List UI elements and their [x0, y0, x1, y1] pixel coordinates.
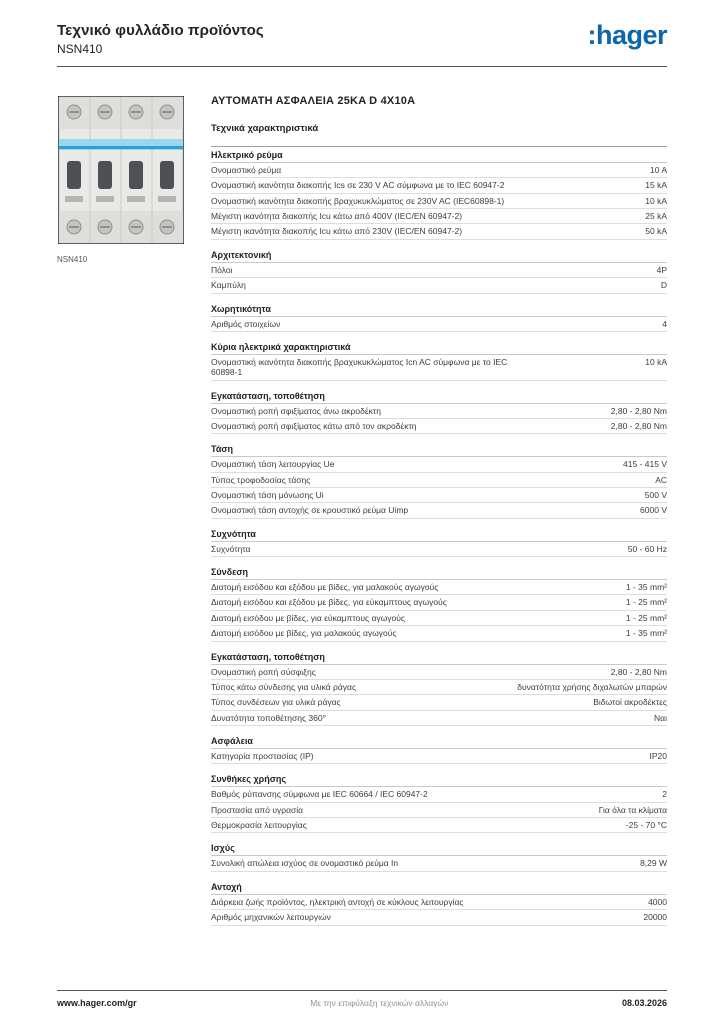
spec-label: Ονομαστική ικανότητα διακοπής Ics σε 230 V AC σύμφωνα με το IEC 60947-2 [211, 180, 505, 191]
section-heading: Συχνότητα [211, 526, 667, 542]
spec-label: Συχνότητα [211, 543, 251, 554]
header-titles [57, 22, 264, 56]
spec-section [211, 879, 667, 926]
spec-section [211, 564, 667, 641]
spec-label: Αριθμός στοιχείων [211, 318, 281, 329]
spec-value: 15 kA [645, 180, 667, 191]
spec-value: 2,80 - 2,80 Nm [610, 405, 667, 416]
spec-value: 6000 V [640, 505, 667, 516]
spec-value: 1 - 25 mm² [625, 612, 667, 623]
section-heading: Συνθήκες χρήσης [211, 771, 667, 787]
spec-value: -25 - 70 °C [625, 820, 667, 831]
spec-value: 50 kA [645, 226, 667, 237]
spec-row [211, 626, 667, 641]
spec-row [211, 910, 667, 925]
spec-value: 4000 [648, 896, 667, 907]
spec-label: Δυνατότητα τοποθέτησης 360° [211, 712, 326, 723]
spec-row [211, 317, 667, 332]
spec-label: Ονομαστική ικανότητα διακοπής βραχυκυκλώματος Icn AC σύμφωνα με το IEC 60898-1 [211, 356, 508, 378]
spec-row [211, 194, 667, 209]
section-heading: Αντοχή [211, 879, 667, 895]
spec-value: Ναι [654, 712, 667, 723]
spec-label: Καμπύλη [211, 280, 246, 291]
spec-label: Τύπος συνδέσεων για υλικά ράγας [211, 697, 341, 708]
spec-value: 8,29 W [640, 858, 667, 869]
section-heading: Εγκατάσταση, τοποθέτηση [211, 649, 667, 665]
spec-label: Ονομαστική τάση λειτουργίας Ue [211, 459, 335, 470]
product-image [57, 95, 185, 245]
spec-value: 1 - 35 mm² [625, 582, 667, 593]
spec-row [211, 787, 667, 802]
spec-value: 1 - 35 mm² [625, 628, 667, 639]
spec-section [211, 771, 667, 833]
spec-label: Κατηγορία προστασίας (IP) [211, 750, 314, 761]
spec-label: Ονομαστική ροπή σφιξίματος κάτω από τον ακροδέκτη [211, 420, 417, 431]
spec-row [211, 595, 667, 610]
spec-row [211, 803, 667, 818]
spec-value: 415 - 415 V [623, 459, 667, 470]
section-heading: Σύνδεση [211, 564, 667, 580]
section-heading: Αρχιτεκτονική [211, 247, 667, 263]
spec-label: Διάρκεια ζωής προϊόντος, ηλεκτρική αντοχή σε κύκλους λειτουργίας [211, 896, 464, 907]
page-header [57, 22, 667, 67]
spec-value: 50 - 60 Hz [627, 543, 667, 554]
spec-label: Προστασία από υγρασία [211, 804, 304, 815]
spec-row [211, 404, 667, 419]
spec-label: Ονομαστική τάση αντοχής σε κρουστικό ρεύμα Uimp [211, 505, 409, 516]
section-heading: Κύρια ηλεκτρικά χαρακτηριστικά [211, 339, 667, 355]
spec-label: Ονομαστική ροπή σύσφιξης [211, 666, 316, 677]
spec-label: Μέγιστη ικανότητα διακοπής Icu κάτω από 400V (IEC/EN 60947-2) [211, 211, 463, 222]
spec-section [211, 301, 667, 332]
spec-section [211, 247, 667, 294]
document-date: 08.03.2026 [621, 998, 667, 1008]
spec-row [211, 818, 667, 833]
spec-row [211, 355, 667, 381]
spec-column [211, 95, 667, 933]
spec-row [211, 488, 667, 503]
spec-value: 1 - 25 mm² [625, 597, 667, 608]
spec-value: 10 kA [645, 356, 667, 367]
spec-label: Τύπος κάτω σύνδεσης για υλικά ράγας [211, 681, 357, 692]
spec-value: 20000 [643, 912, 667, 923]
section-heading: Ηλεκτρικό ρεύμα [211, 147, 667, 163]
spec-row [211, 542, 667, 557]
spec-value: D [660, 280, 667, 291]
spec-section [211, 388, 667, 435]
spec-value: 2,80 - 2,80 Nm [610, 420, 667, 431]
spec-row [211, 665, 667, 680]
spec-section [211, 649, 667, 726]
spec-label: Αριθμός μηχανικών λειτουργιών [211, 912, 331, 923]
main-content [57, 95, 667, 933]
spec-value: 4 [662, 318, 667, 329]
spec-row [211, 695, 667, 710]
spec-row [211, 473, 667, 488]
spec-label: Ονομαστική ροπή σφιξίματος άνω ακροδέκτη [211, 405, 381, 416]
spec-section [211, 441, 667, 518]
spec-value: 25 kA [645, 211, 667, 222]
spec-section [211, 147, 667, 240]
spec-label: Συνολική απώλεια ισχύος σε ονομαστικό ρεύμα In [211, 858, 399, 869]
spec-row [211, 419, 667, 434]
spec-value: 2 [662, 789, 667, 800]
spec-label: Μέγιστη ικανότητα διακοπής Icu κάτω από 230V (IEC/EN 60947-2) [211, 226, 463, 237]
spec-value: 500 V [644, 490, 667, 501]
document-title: Τεχνικό φυλλάδιο προϊόντος [57, 22, 264, 39]
disclaimer-text: Με την επιφύλαξη τεχνικών αλλαγών [310, 998, 449, 1008]
hager-logo: :hager [587, 20, 667, 50]
spec-row [211, 163, 667, 178]
page-footer [57, 990, 667, 1008]
spec-row [211, 895, 667, 910]
spec-section [211, 339, 667, 381]
circuit-breaker-illustration [57, 95, 185, 245]
product-name: ΑΥΤΟΜΑΤΗ ΑΣΦΑΛΕΙΑ 25KA D 4X10A [211, 95, 416, 107]
spec-sections [211, 146, 667, 926]
spec-section [211, 733, 667, 764]
section-heading: Χωρητικότητα [211, 301, 667, 317]
left-column [57, 95, 185, 933]
spec-value: 10 A [649, 165, 667, 175]
spec-row [211, 611, 667, 626]
spec-value: δυνατότητα χρήσης διχαλωτών μπαρών [517, 681, 667, 692]
spec-row [211, 278, 667, 293]
product-image-caption: NSN410 [57, 255, 88, 264]
section-heading: Εγκατάσταση, τοποθέτηση [211, 388, 667, 404]
spec-label: Θερμοκρασία λειτουργίας [211, 820, 307, 831]
product-reference: NSN410 [57, 42, 103, 56]
spec-section [211, 526, 667, 557]
spec-label: Τύπος τροφοδοσίας τάσης [211, 474, 311, 485]
spec-value: AC [655, 474, 667, 485]
spec-row [211, 711, 667, 726]
spec-label: Διατομή εισόδου και εξόδου με βίδες, για εύκαμπτους αγωγούς [211, 597, 447, 608]
spec-row [211, 224, 667, 239]
hager-website-link[interactable]: www.hager.com/gr [57, 998, 137, 1008]
spec-row [211, 580, 667, 595]
spec-label: Πόλοι [211, 264, 233, 275]
spec-row [211, 503, 667, 518]
spec-row [211, 263, 667, 278]
spec-value: 4P [656, 264, 667, 275]
spec-label: Βαθμός ρύπανσης σύμφωνα με IEC 60664 / IEC 60947-2 [211, 789, 428, 800]
spec-row [211, 856, 667, 871]
spec-value: IP20 [649, 750, 667, 761]
spec-label: Ονομαστική τάση μόνωσης Ui [211, 490, 324, 501]
spec-row [211, 749, 667, 764]
spec-value: Βιδωτοί ακροδέκτες [593, 697, 667, 708]
spec-label: Ονομαστική ικανότητα διακοπής βραχυκυκλώματος σε 230V AC (IEC60898-1) [211, 195, 505, 206]
section-heading: Ασφάλεια [211, 733, 667, 749]
spec-row [211, 178, 667, 193]
spec-label: Διατομή εισόδου με βίδες, για εύκαμπτους αγωγούς [211, 612, 405, 623]
spec-row [211, 680, 667, 695]
section-heading: Ισχύς [211, 840, 667, 856]
section-heading: Τάση [211, 441, 667, 457]
tech-characteristics-title: Τεχνικά χαρακτηριστικά [211, 123, 319, 134]
spec-value: 10 kA [645, 195, 667, 206]
spec-label: Διατομή εισόδου και εξόδου με βίδες, για μαλακούς αγωγούς [211, 582, 439, 593]
spec-value: Για όλα τα κλίματα [598, 804, 667, 815]
breaker-blue-accent [59, 146, 183, 149]
spec-label: Ονομαστικό ρεύμα [211, 165, 282, 175]
spec-label: Διατομή εισόδου με βίδες, για μαλακούς αγωγούς [211, 628, 397, 639]
spec-row [211, 209, 667, 224]
spec-value: 2,80 - 2,80 Nm [610, 666, 667, 677]
spec-section [211, 840, 667, 871]
spec-row [211, 457, 667, 472]
